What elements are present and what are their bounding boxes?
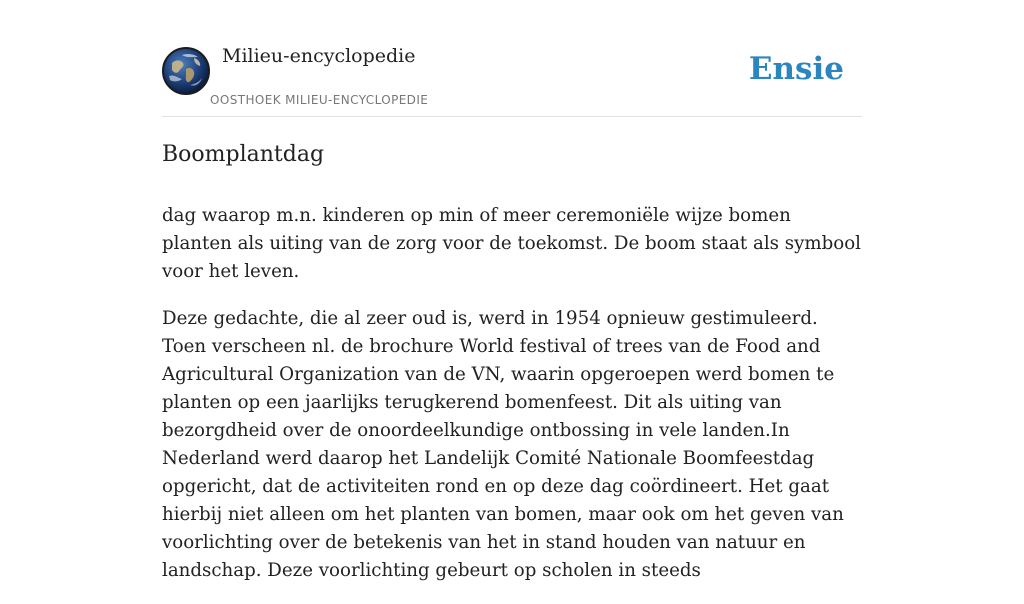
article-paragraph-2: Deze gedachte, die al zeer oud is, werd in 1954 opnieuw gestimuleerd. Toen verscheen nl. de brochure World festival of trees van de Food and Agricultural Organization van de VN, waarin opgeroepen werd bomen te planten op een jaarlijks terugkerend bomenfeest. Dit als uiting van bezorgdheid over de onoordeelkundige ontbossing in vele landen.In Nederland werd daarop het Landelijk Comité Nationale Boomfeestdag opgericht, dat de activiteiten rond en op deze dag coördineert. Het gaat hierbij niet alleen om het planten van bomen, maar ook om het geven van voorlichting over de betekenis van het in stand houden van natuur en landschap. Deze voorlichting gebeurt op scholen in steeds [162,308,844,581]
article-paragraph-1: dag waarop m.n. kinderen op min of meer ceremoniële wijze bomen planten als uiting van de zorg voor de toekomst. De boom staat als symbool voor het leven. [162,205,861,282]
site-subtitle[interactable]: OOSTHOEK MILIEU-ENCYCLOPEDIE [210,93,429,107]
article [162,140,862,604]
site-title[interactable]: Milieu-encyclopedie [222,45,416,67]
brand-logo[interactable]: Ensie [748,51,844,87]
article-title: Boomplantdag [162,142,325,167]
site-header [162,0,862,117]
earth-globe-icon[interactable] [162,47,210,95]
